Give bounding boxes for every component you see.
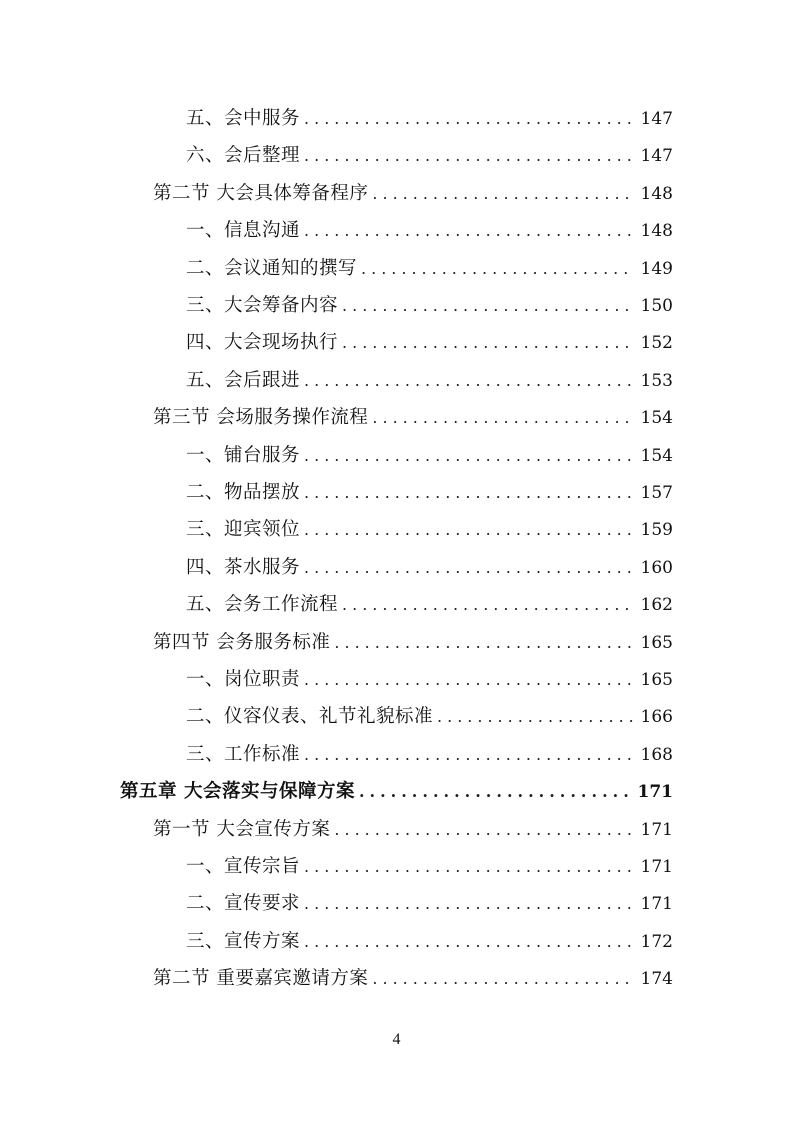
toc-entry-title: 第一节 大会宣传方案 (153, 818, 331, 840)
toc-dot-leader (304, 736, 633, 773)
toc-entry-page: 153 (640, 370, 673, 391)
toc-subsection-entry (186, 362, 673, 399)
toc-section-entry (153, 175, 673, 212)
toc-entry-title: 第三节 会场服务操作流程 (153, 407, 369, 429)
toc-entry-page: 148 (640, 221, 673, 242)
toc-section-entry (153, 399, 673, 436)
toc-entry-title: 五、会务工作流程 (186, 594, 339, 616)
toc-dot-leader (304, 474, 633, 511)
toc-entry-page: 157 (640, 483, 673, 503)
toc-dot-leader (304, 885, 633, 922)
toc-entry-title: 五、会后跟进 (186, 369, 301, 391)
toc-subsection-entry (186, 474, 673, 511)
toc-subsection-entry (186, 885, 673, 922)
toc-section-entry (153, 624, 673, 661)
toc-dot-leader (342, 324, 633, 361)
toc-dot-leader (342, 586, 633, 623)
toc-dot-leader (304, 362, 633, 399)
toc-entry-title: 二、仪容仪表、礼节礼貌标准 (186, 706, 434, 728)
toc-section-entry (153, 811, 673, 848)
toc-entry-title: 第二节 大会具体筹备程序 (153, 182, 369, 204)
toc-entry-page: 171 (640, 819, 673, 840)
toc-entry-page: 165 (640, 670, 673, 690)
toc-dot-leader (304, 549, 633, 586)
toc-dot-leader (334, 811, 632, 848)
toc-entry-page: 154 (640, 408, 673, 429)
toc-entry-page: 150 (640, 296, 673, 316)
toc-entry-title: 一、岗位职责 (186, 669, 301, 690)
toc-subsection-entry (186, 212, 673, 249)
page-number: 4 (392, 1031, 401, 1048)
toc-subsection-entry (186, 661, 673, 698)
toc-entry-title: 三、宣传方案 (186, 930, 301, 952)
toc-entry-title: 三、工作标准 (186, 743, 301, 765)
toc-dot-leader (334, 624, 632, 661)
toc-entry-title: 四、大会现场执行 (186, 332, 339, 354)
toc-entry-title: 二、宣传要求 (186, 893, 301, 915)
toc-entry-title: 第五章 大会落实与保障方案 (120, 781, 355, 803)
toc-entry-page: 147 (640, 146, 673, 167)
toc-entry-page: 166 (640, 707, 673, 728)
toc-dot-leader (304, 848, 633, 885)
toc-dot-leader (361, 250, 633, 287)
toc-subsection-entry (186, 511, 673, 548)
toc-entry-page: 159 (640, 520, 673, 541)
toc-entry-title: 六、会后整理 (186, 145, 301, 167)
toc-entry-title: 一、宣传宗旨 (186, 856, 301, 877)
toc-dot-leader (437, 698, 633, 735)
toc-entry-page: 154 (640, 445, 673, 466)
toc-entry-title: 二、会议通知的撰写 (186, 257, 358, 279)
toc-entry-page: 152 (640, 333, 673, 354)
toc-dot-leader (372, 175, 632, 212)
toc-entry-page: 172 (640, 931, 673, 952)
toc-entry-page: 171 (637, 782, 673, 803)
toc-dot-leader (304, 212, 633, 249)
toc-dot-leader (359, 773, 630, 810)
toc-entry-page: 147 (640, 109, 673, 129)
toc-entry-page: 148 (640, 183, 673, 204)
toc-dot-leader (304, 100, 633, 137)
toc-dot-leader (304, 923, 633, 960)
toc-entry-title: 一、铺台服务 (186, 444, 301, 466)
toc-entry-page: 168 (640, 744, 673, 765)
toc-entry-title: 二、物品摆放 (186, 482, 301, 503)
toc-subsection-entry (186, 698, 673, 735)
toc-dot-leader (372, 960, 632, 997)
toc-subsection-entry (186, 437, 673, 474)
toc-entry-page: 162 (640, 595, 673, 616)
toc-subsection-entry (186, 586, 673, 623)
toc-dot-leader (304, 661, 633, 698)
toc-entry-page: 160 (640, 557, 673, 578)
toc-dot-leader (342, 287, 633, 324)
toc-subsection-entry (186, 848, 673, 885)
toc-entry-page: 171 (640, 857, 673, 877)
toc-entry-title: 三、大会筹备内容 (186, 295, 339, 316)
toc-entry-title: 一、信息沟通 (186, 220, 301, 242)
toc-entry-page: 174 (640, 969, 673, 990)
toc-entry-page: 171 (640, 894, 673, 915)
toc-subsection-entry (186, 549, 673, 586)
toc-subsection-entry (186, 100, 673, 137)
toc-entry-title: 第二节 重要嘉宾邀请方案 (153, 968, 369, 990)
toc-entry-title: 四、茶水服务 (186, 556, 301, 578)
toc-subsection-entry (186, 736, 673, 773)
toc-entry-title: 五、会中服务 (186, 108, 301, 129)
toc-entry-title: 三、迎宾领位 (186, 519, 301, 541)
toc-entry-page: 149 (640, 258, 673, 279)
toc-subsection-entry (186, 923, 673, 960)
toc-subsection-entry (186, 324, 673, 361)
toc-entry-title: 第四节 会务服务标准 (153, 631, 331, 653)
toc-subsection-entry (186, 250, 673, 287)
toc-subsection-entry (186, 137, 673, 174)
toc-dot-leader (304, 137, 633, 174)
toc-dot-leader (372, 399, 632, 436)
toc-dot-leader (304, 437, 633, 474)
toc-chapter-entry (120, 773, 673, 810)
toc-entry-page: 165 (640, 632, 673, 653)
toc-section-entry (153, 960, 673, 997)
toc-dot-leader (304, 511, 633, 548)
toc-subsection-entry (186, 287, 673, 324)
